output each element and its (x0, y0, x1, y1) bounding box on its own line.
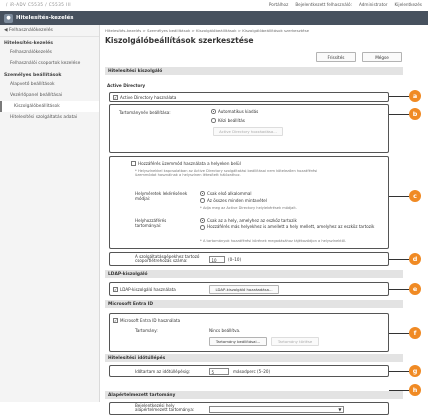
sidebar-section-auth[interactable]: Hitelesítés-kezelés (4, 41, 53, 46)
place-own-radio[interactable] (200, 218, 205, 223)
ad-site-box (109, 156, 389, 249)
callout-line-h (389, 390, 409, 391)
timeout-input[interactable]: 5 (209, 368, 229, 375)
logout-link[interactable]: Kijelentkezés (394, 2, 422, 7)
app-brand (4, 13, 73, 23)
sidebar-item-users[interactable]: Felhasználókezelés (10, 50, 52, 55)
place-other-radio[interactable] (200, 225, 205, 230)
group-count-box (109, 252, 389, 266)
timeout-unit: másodperc (5–20) (233, 369, 271, 374)
auto-radio[interactable] (211, 109, 216, 114)
callout-b: b (409, 108, 421, 120)
logged-in-label: Bejelentkezett felhasználó: (295, 2, 352, 7)
callout-e: e (409, 283, 421, 295)
top-strip (0, 0, 428, 11)
callout-h: h (409, 384, 421, 396)
username: Administrator (358, 2, 388, 7)
breadcrumb[interactable]: Hitelesítés-kezelés > Személyes beállítások > Kiszolgálóbeállítások > Kiszolgálóbeállítások szerkesztése (105, 28, 309, 33)
timeout-box (109, 365, 389, 377)
site-search-label: Helyméretek lekérésének módjai: (135, 191, 188, 201)
search-all-radio[interactable] (200, 198, 205, 203)
search-note: * Adja meg az Active Directory helylekérések módjait. (200, 206, 297, 210)
manual-label: Kézi beállítás (218, 118, 245, 123)
group-count-label: A szolgáltatásgépekhez tartozó csoportlétrehozás száma: (135, 254, 200, 264)
group-count-range: (0–10) (228, 257, 242, 262)
top-links (269, 2, 422, 7)
ad-use-checkbox[interactable]: ✓ (114, 95, 118, 100)
callout-line-d (389, 259, 409, 260)
place-own-label: Csak az a hely, amelyhez az eszköz tartozik (207, 218, 297, 223)
site-mode-label: Hozzáférés üzemmód használata a helyeken belül (138, 161, 241, 166)
callout-a: a (409, 90, 421, 102)
portal-link[interactable]: Portálhoz (268, 2, 289, 7)
add-ad-button[interactable]: Active Directory hozzáadása... (213, 127, 283, 136)
cancel-button[interactable]: Mégse (362, 52, 402, 62)
entra-use-label: Microsoft Entra ID használata (120, 318, 181, 323)
ldap-use-checkbox[interactable]: ✓ (114, 287, 118, 292)
sidebar-item-service-info[interactable]: Hitelesítési szolgáltatás adatai (10, 115, 78, 120)
add-ldap-button[interactable]: LDAP-kiszolgáló hozzáadása... (209, 285, 279, 294)
place-note: * A tartományok hozzáférési körének megadásához tájékozódjon a helyszínektől. (200, 239, 347, 243)
auto-label: Automatikus kiadás (218, 109, 259, 114)
entra-domain-value: Nincs beállítva. (209, 328, 241, 333)
main-content (100, 25, 409, 413)
back-arrow-icon: ◀ (4, 28, 8, 33)
default-domain-select[interactable] (209, 406, 344, 413)
timeout-label: Időtartam az időtúllépésig: (135, 369, 191, 374)
app-title: Hitelesítés-kezelés (16, 15, 74, 21)
callout-c: c (409, 190, 421, 202)
default-domain-box (109, 402, 389, 415)
update-button[interactable]: Frissítés (316, 52, 356, 62)
default-domain-label: Bejelentkezési hely alapértelmezett tartománya: (135, 403, 195, 413)
default-domain-header: Alapértelmezett tartomány (105, 391, 403, 399)
manual-radio[interactable] (211, 118, 216, 123)
ad-use-label: Active Directory használata (120, 95, 177, 100)
callout-g: g (409, 365, 421, 377)
callout-line-c (389, 196, 409, 197)
site-access-label: Helyhozzáférés tartományai: (135, 218, 167, 228)
sidebar-back-link[interactable] (0, 25, 99, 37)
sidebar-item-panel[interactable]: Vezérlőpanel beállításai (10, 93, 63, 98)
domain-setting-label: Tartománynév beállítása: (119, 110, 171, 115)
entra-delete-button[interactable]: Tartomány törlése (271, 337, 319, 346)
device-model: / iR-ADV C5535 / C5535 III (6, 2, 72, 7)
callout-line-f (389, 333, 409, 334)
sidebar-item-groups[interactable]: Felhasználói csoportok kezelése (10, 61, 81, 66)
search-first-label: Csak első alkalommal (207, 191, 252, 196)
group-count-input[interactable]: 10 (209, 256, 225, 263)
callout-line-e (389, 289, 409, 290)
user-shield-icon: ● (4, 14, 13, 23)
ldap-header: LDAP-kiszolgáló (105, 270, 403, 278)
callout-line-a (389, 96, 409, 97)
site-mode-note: * Helyszínekkel kapcsolatban az Active Directory szolgáltatási beállításai nem kötelezően hozzáférési üzemmódot használnak a helyszínen létesített hálózathoz. (135, 169, 318, 178)
callout-f: f (409, 327, 421, 339)
entra-box (109, 313, 389, 352)
ad-sublabel: Active Directory (107, 83, 146, 88)
place-other-label: Hozzáférés más helyekhez is amellett a hely mellett, amelyhez az eszköz tartozik (207, 224, 375, 229)
callout-line-b (389, 114, 409, 115)
callout-line-g (389, 371, 409, 372)
ldap-box (109, 282, 389, 296)
entra-header: Microsoft Entra ID (105, 300, 403, 308)
sidebar-back-label: Felhasználókezelés (9, 28, 53, 33)
timeout-header: Hitelesítési időtúllépés (105, 354, 403, 362)
ad-domain-box (109, 104, 389, 153)
ad-use-box (109, 92, 389, 102)
entra-domain-label: Tartomány: (135, 328, 158, 333)
search-first-radio[interactable] (200, 191, 205, 196)
sidebar-item-basic[interactable]: Alapvető beállítások (10, 82, 55, 87)
app-header (0, 11, 428, 25)
search-all-label: Az összes minden mintavétel (207, 198, 267, 203)
sidebar (0, 25, 100, 402)
entra-use-checkbox[interactable]: ✓ (114, 318, 118, 323)
entra-settings-button[interactable]: Tartomány beállításai... (209, 337, 267, 346)
page-title: Kiszolgálóbeállítások szerkesztése (105, 36, 254, 45)
callout-d: d (409, 253, 421, 265)
sidebar-item-server[interactable]: Kiszolgálóbeállítások (0, 101, 99, 112)
site-mode-checkbox[interactable] (131, 161, 136, 166)
ldap-use-label: LDAP-kiszolgáló használata (120, 287, 176, 292)
auth-server-header: Hitelesítési kiszolgáló (105, 67, 403, 75)
sidebar-section-personal[interactable]: Személyes beállítások (4, 73, 62, 78)
chevron-down-icon: ▼ (338, 407, 342, 412)
